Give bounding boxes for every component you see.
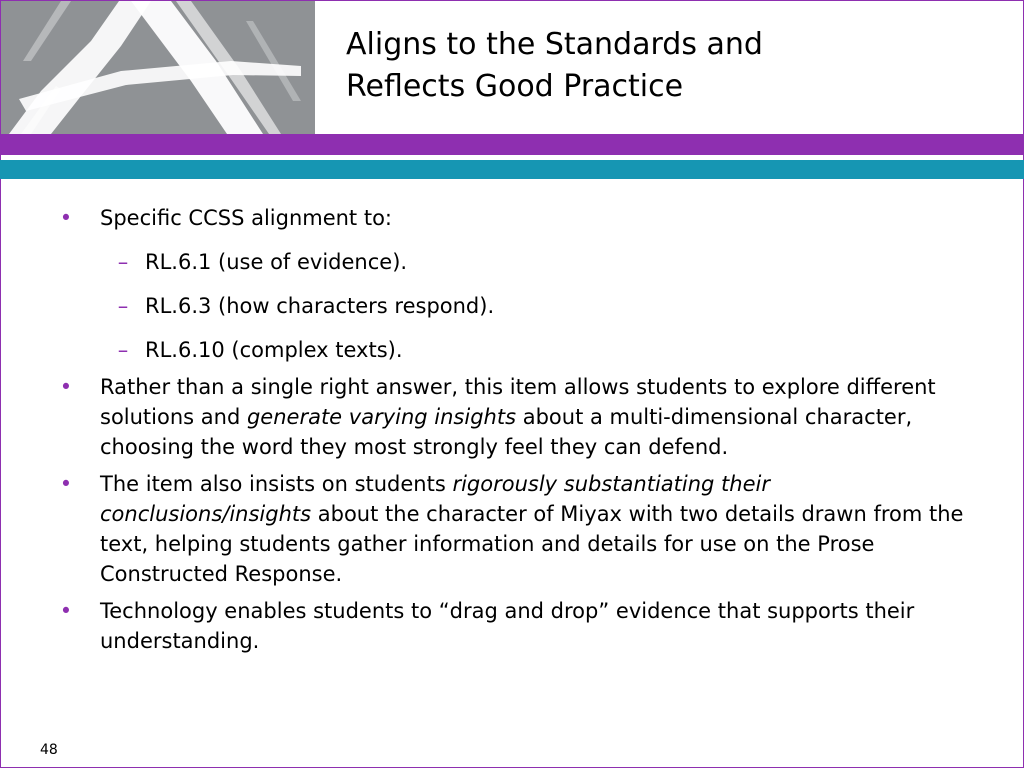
bullet-list	[56, 203, 976, 656]
sub-bullet-item	[56, 335, 976, 365]
sub-bullet-item	[56, 291, 976, 321]
bullet-item	[56, 203, 976, 233]
dash-marker: –	[117, 338, 129, 362]
bullet-text-part: Rather than a single right answer, this item allows students to explore different solutions and	[100, 375, 936, 429]
bullet-text-part: about a multi-dimensional character, choosing the word they most strongly feel they can defend.	[100, 405, 913, 459]
dash-marker: –	[117, 250, 129, 274]
bullet-marker: •	[59, 472, 73, 496]
teal-band	[0, 160, 1024, 179]
bullet-text-part: The item also insists on students	[100, 472, 453, 496]
bullet-item	[56, 469, 976, 589]
bullet-marker: •	[59, 206, 73, 230]
bullet-item	[56, 596, 976, 656]
stylized-letter-a-logo-icon	[1, 1, 315, 134]
bullet-text: Technology enables students to “drag and drop” evidence that supports their understanding.	[100, 599, 915, 653]
title-line-1: Aligns to the Standards and	[346, 27, 763, 62]
dash-marker: –	[117, 294, 129, 318]
slide-number: 48	[40, 742, 58, 758]
bullet-item	[56, 372, 976, 462]
title-line-2: Reflects Good Practice	[346, 69, 684, 104]
sub-bullet-text: RL.6.10 (complex texts).	[145, 338, 403, 362]
sub-bullet-text: RL.6.1 (use of evidence).	[145, 250, 408, 274]
purple-band	[0, 134, 1024, 155]
emphasis-text: rigorously substantiating their conclusions/insights	[100, 472, 770, 526]
sub-bullet-item	[56, 247, 976, 277]
logo-panel	[1, 1, 315, 134]
bullet-text: Specific CCSS alignment to:	[100, 206, 393, 230]
bullet-text	[100, 472, 963, 586]
slide-title	[346, 24, 986, 108]
emphasis-text: generate varying insights	[246, 405, 517, 429]
sub-bullet-text: RL.6.3 (how characters respond).	[145, 294, 495, 318]
bullet-text	[100, 375, 936, 459]
bullet-marker: •	[59, 375, 73, 399]
bullet-text-part: about the character of Miyax with two details drawn from the text, helping students gather information and details for use on the Prose Constructed Response.	[100, 502, 964, 586]
bullet-marker: •	[59, 599, 73, 623]
